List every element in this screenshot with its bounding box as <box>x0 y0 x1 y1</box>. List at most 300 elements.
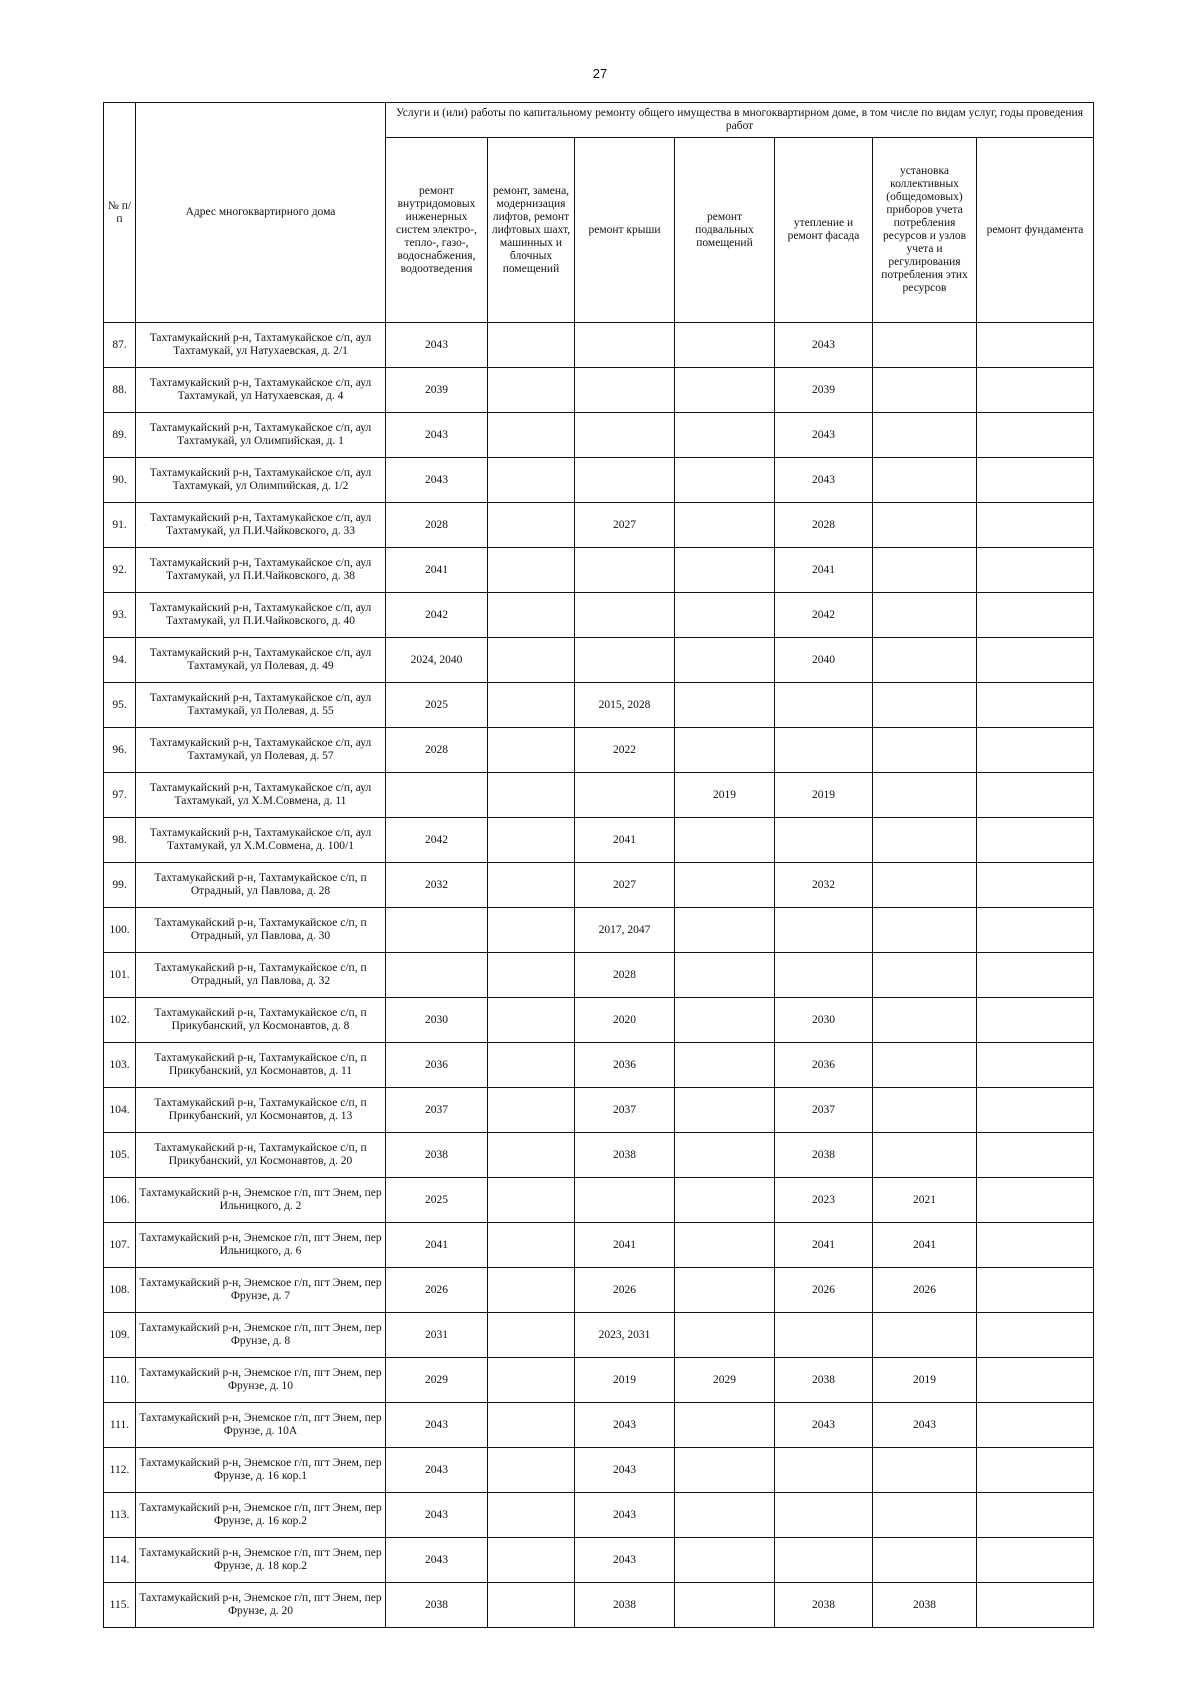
year-cell: 2030 <box>775 998 873 1043</box>
house-address: Тахтамукайский р-н, Тахтамукайское с/п, аул Тахтамукай, ул Х.М.Совмена, д. 11 <box>136 773 386 818</box>
year-cell <box>488 1088 575 1133</box>
row-number: 90. <box>104 458 136 503</box>
year-cell <box>675 863 775 908</box>
row-number: 115. <box>104 1583 136 1628</box>
year-cell: 2025 <box>386 1178 488 1223</box>
house-address: Тахтамукайский р-н, Тахтамукайское с/п, аул Тахтамукай, ул П.И.Чайковского, д. 33 <box>136 503 386 548</box>
row-number: 112. <box>104 1448 136 1493</box>
year-cell <box>488 548 575 593</box>
capital-repair-table <box>103 102 1094 1628</box>
table-row <box>104 1358 1094 1403</box>
year-cell: 2036 <box>575 1043 675 1088</box>
year-cell <box>977 593 1094 638</box>
header-address: Адрес многоквартирного дома <box>136 103 386 323</box>
year-cell <box>977 638 1094 683</box>
year-cell <box>873 593 977 638</box>
year-cell <box>873 1493 977 1538</box>
year-cell <box>575 593 675 638</box>
year-cell <box>488 638 575 683</box>
house-address: Тахтамукайский р-н, Тахтамукайское с/п, аул Тахтамукай, ул Олимпийская, д. 1 <box>136 413 386 458</box>
year-cell: 2027 <box>575 503 675 548</box>
year-cell: 2043 <box>386 1403 488 1448</box>
year-cell <box>386 908 488 953</box>
table-row <box>104 368 1094 413</box>
year-cell <box>977 1313 1094 1358</box>
house-address: Тахтамукайский р-н, Тахтамукайское с/п, п Отрадный, ул Павлова, д. 30 <box>136 908 386 953</box>
year-cell <box>873 908 977 953</box>
year-cell: 2041 <box>386 1223 488 1268</box>
house-address: Тахтамукайский р-н, Тахтамукайское с/п, аул Тахтамукай, ул Натухаевская, д. 4 <box>136 368 386 413</box>
year-cell <box>873 1448 977 1493</box>
table-row <box>104 1043 1094 1088</box>
table-row <box>104 1538 1094 1583</box>
year-cell <box>977 818 1094 863</box>
table-row <box>104 683 1094 728</box>
table-row <box>104 998 1094 1043</box>
year-cell <box>977 1088 1094 1133</box>
year-cell <box>775 1313 873 1358</box>
table-row <box>104 1223 1094 1268</box>
row-number: 98. <box>104 818 136 863</box>
year-cell <box>488 863 575 908</box>
year-cell: 2043 <box>575 1493 675 1538</box>
year-cell: 2037 <box>575 1088 675 1133</box>
year-cell: 2041 <box>575 1223 675 1268</box>
year-cell <box>873 458 977 503</box>
year-cell <box>977 503 1094 548</box>
year-cell <box>873 773 977 818</box>
house-address: Тахтамукайский р-н, Энемское г/п, пгт Энем, пер Фрунзе, д. 18 кор.2 <box>136 1538 386 1583</box>
house-address: Тахтамукайский р-н, Энемское г/п, пгт Энем, пер Фрунзе, д. 10 <box>136 1358 386 1403</box>
year-cell <box>873 1538 977 1583</box>
year-cell <box>488 728 575 773</box>
year-cell: 2037 <box>386 1088 488 1133</box>
year-cell <box>977 1538 1094 1583</box>
table-row <box>104 908 1094 953</box>
year-cell: 2019 <box>873 1358 977 1403</box>
year-cell <box>488 908 575 953</box>
table-row <box>104 548 1094 593</box>
house-address: Тахтамукайский р-н, Тахтамукайское с/п, аул Тахтамукай, ул П.И.Чайковского, д. 40 <box>136 593 386 638</box>
year-cell <box>873 548 977 593</box>
year-cell <box>675 1043 775 1088</box>
row-number: 105. <box>104 1133 136 1178</box>
house-address: Тахтамукайский р-н, Тахтамукайское с/п, п Отрадный, ул Павлова, д. 32 <box>136 953 386 998</box>
table-row <box>104 773 1094 818</box>
year-cell: 2032 <box>775 863 873 908</box>
year-cell <box>675 548 775 593</box>
year-cell: 2028 <box>575 953 675 998</box>
year-cell: 2015, 2028 <box>575 683 675 728</box>
header-col-foundation: ремонт фундамента <box>977 138 1094 323</box>
year-cell: 2037 <box>775 1088 873 1133</box>
table-row <box>104 1313 1094 1358</box>
table-row <box>104 728 1094 773</box>
year-cell: 2043 <box>775 458 873 503</box>
table-row <box>104 638 1094 683</box>
table-row <box>104 413 1094 458</box>
row-number: 110. <box>104 1358 136 1403</box>
year-cell <box>775 1538 873 1583</box>
house-address: Тахтамукайский р-н, Энемское г/п, пгт Энем, пер Ильницкого, д. 6 <box>136 1223 386 1268</box>
house-address: Тахтамукайский р-н, Тахтамукайское с/п, аул Тахтамукай, ул Полевая, д. 55 <box>136 683 386 728</box>
year-cell <box>488 593 575 638</box>
header-services: Услуги и (или) работы по капитальному ремонту общего имущества в многоквартирном доме, в том числе по видам услуг, годы проведения работ <box>386 103 1094 138</box>
year-cell: 2038 <box>386 1583 488 1628</box>
year-cell <box>488 1493 575 1538</box>
table-row <box>104 1583 1094 1628</box>
year-cell <box>675 818 775 863</box>
page-number: 27 <box>592 66 608 81</box>
year-cell: 2025 <box>386 683 488 728</box>
header-col-elevators: ремонт, замена, модернизация лифтов, ремонт лифтовых шахт, машинных и блочных помещений <box>488 138 575 323</box>
year-cell <box>873 683 977 728</box>
year-cell <box>873 368 977 413</box>
year-cell <box>873 1313 977 1358</box>
year-cell <box>977 1223 1094 1268</box>
year-cell <box>675 1448 775 1493</box>
year-cell <box>873 728 977 773</box>
year-cell <box>575 638 675 683</box>
header-row-1 <box>104 103 1094 138</box>
year-cell: 2019 <box>575 1358 675 1403</box>
year-cell <box>977 368 1094 413</box>
header-num: № п/п <box>104 103 136 323</box>
house-address: Тахтамукайский р-н, Тахтамукайское с/п, аул Тахтамукай, ул П.И.Чайковского, д. 38 <box>136 548 386 593</box>
year-cell <box>488 1403 575 1448</box>
row-number: 94. <box>104 638 136 683</box>
row-number: 104. <box>104 1088 136 1133</box>
row-number: 102. <box>104 998 136 1043</box>
year-cell: 2039 <box>386 368 488 413</box>
table-row <box>104 818 1094 863</box>
year-cell: 2041 <box>775 1223 873 1268</box>
year-cell: 2030 <box>386 998 488 1043</box>
row-number: 88. <box>104 368 136 413</box>
header-col-meters: установка коллективных (общедомовых) приборов учета потребления ресурсов и узлов учета и регулирования потребления этих ресурсов <box>873 138 977 323</box>
year-cell <box>675 953 775 998</box>
year-cell: 2043 <box>386 323 488 368</box>
year-cell <box>675 1088 775 1133</box>
year-cell: 2019 <box>675 773 775 818</box>
year-cell <box>488 1178 575 1223</box>
year-cell <box>977 1493 1094 1538</box>
year-cell: 2038 <box>575 1583 675 1628</box>
year-cell <box>873 818 977 863</box>
year-cell <box>873 863 977 908</box>
year-cell: 2026 <box>575 1268 675 1313</box>
house-address: Тахтамукайский р-н, Тахтамукайское с/п, аул Тахтамукай, ул Натухаевская, д. 2/1 <box>136 323 386 368</box>
row-number: 107. <box>104 1223 136 1268</box>
year-cell <box>977 1358 1094 1403</box>
year-cell <box>386 773 488 818</box>
row-number: 101. <box>104 953 136 998</box>
year-cell <box>675 1133 775 1178</box>
row-number: 100. <box>104 908 136 953</box>
year-cell: 2026 <box>873 1268 977 1313</box>
header-col-roof: ремонт крыши <box>575 138 675 323</box>
table-row <box>104 1493 1094 1538</box>
table-row <box>104 503 1094 548</box>
row-number: 99. <box>104 863 136 908</box>
year-cell <box>977 413 1094 458</box>
row-number: 106. <box>104 1178 136 1223</box>
year-cell <box>675 683 775 728</box>
table-row <box>104 1448 1094 1493</box>
house-address: Тахтамукайский р-н, Тахтамукайское с/п, аул Тахтамукай, ул Олимпийская, д. 1/2 <box>136 458 386 503</box>
year-cell: 2026 <box>775 1268 873 1313</box>
house-address: Тахтамукайский р-н, Энемское г/п, пгт Энем, пер Фрунзе, д. 20 <box>136 1583 386 1628</box>
year-cell <box>873 413 977 458</box>
year-cell <box>977 1178 1094 1223</box>
row-number: 92. <box>104 548 136 593</box>
year-cell <box>386 953 488 998</box>
house-address: Тахтамукайский р-н, Тахтамукайское с/п, п Отрадный, ул Павлова, д. 28 <box>136 863 386 908</box>
row-number: 97. <box>104 773 136 818</box>
year-cell: 2026 <box>386 1268 488 1313</box>
table-row <box>104 1403 1094 1448</box>
year-cell <box>575 1178 675 1223</box>
year-cell: 2028 <box>386 728 488 773</box>
year-cell: 2028 <box>386 503 488 548</box>
table-row <box>104 1088 1094 1133</box>
year-cell <box>575 413 675 458</box>
year-cell: 2042 <box>775 593 873 638</box>
year-cell <box>977 908 1094 953</box>
year-cell: 2043 <box>386 1448 488 1493</box>
year-cell <box>977 953 1094 998</box>
year-cell <box>575 548 675 593</box>
house-address: Тахтамукайский р-н, Тахтамукайское с/п, аул Тахтамукай, ул Х.М.Совмена, д. 100/1 <box>136 818 386 863</box>
year-cell: 2027 <box>575 863 675 908</box>
year-cell <box>488 953 575 998</box>
year-cell: 2038 <box>386 1133 488 1178</box>
row-number: 87. <box>104 323 136 368</box>
year-cell: 2042 <box>386 818 488 863</box>
year-cell <box>977 548 1094 593</box>
table-row <box>104 863 1094 908</box>
year-cell <box>675 413 775 458</box>
house-address: Тахтамукайский р-н, Тахтамукайское с/п, п Прикубанский, ул Космонавтов, д. 20 <box>136 1133 386 1178</box>
year-cell <box>977 1043 1094 1088</box>
year-cell <box>488 368 575 413</box>
year-cell: 2029 <box>386 1358 488 1403</box>
year-cell: 2038 <box>575 1133 675 1178</box>
year-cell <box>977 1268 1094 1313</box>
year-cell <box>775 728 873 773</box>
table-row <box>104 323 1094 368</box>
year-cell: 2038 <box>873 1583 977 1628</box>
year-cell: 2038 <box>775 1583 873 1628</box>
house-address: Тахтамукайский р-н, Энемское г/п, пгт Энем, пер Фрунзе, д. 16 кор.1 <box>136 1448 386 1493</box>
table-row <box>104 953 1094 998</box>
house-address: Тахтамукайский р-н, Тахтамукайское с/п, п Прикубанский, ул Космонавтов, д. 13 <box>136 1088 386 1133</box>
year-cell: 2029 <box>675 1358 775 1403</box>
year-cell: 2043 <box>575 1403 675 1448</box>
year-cell <box>675 1403 775 1448</box>
year-cell: 2023 <box>775 1178 873 1223</box>
table-row <box>104 593 1094 638</box>
house-address: Тахтамукайский р-н, Энемское г/п, пгт Энем, пер Фрунзе, д. 8 <box>136 1313 386 1358</box>
year-cell: 2028 <box>775 503 873 548</box>
year-cell: 2038 <box>775 1358 873 1403</box>
year-cell <box>488 1223 575 1268</box>
year-cell <box>873 1133 977 1178</box>
year-cell <box>575 323 675 368</box>
house-address: Тахтамукайский р-н, Тахтамукайское с/п, п Прикубанский, ул Космонавтов, д. 8 <box>136 998 386 1043</box>
year-cell <box>675 1493 775 1538</box>
year-cell: 2020 <box>575 998 675 1043</box>
house-address: Тахтамукайский р-н, Тахтамукайское с/п, аул Тахтамукай, ул Полевая, д. 49 <box>136 638 386 683</box>
year-cell <box>488 1448 575 1493</box>
header-col-basement: ремонт подвальных помещений <box>675 138 775 323</box>
year-cell <box>977 1448 1094 1493</box>
year-cell: 2041 <box>775 548 873 593</box>
year-cell: 2043 <box>386 1538 488 1583</box>
year-cell <box>675 1538 775 1583</box>
table-body <box>104 323 1094 1628</box>
year-cell <box>675 638 775 683</box>
year-cell <box>488 683 575 728</box>
year-cell <box>575 368 675 413</box>
year-cell <box>977 323 1094 368</box>
year-cell <box>488 323 575 368</box>
year-cell: 2022 <box>575 728 675 773</box>
year-cell <box>977 728 1094 773</box>
year-cell: 2023, 2031 <box>575 1313 675 1358</box>
year-cell <box>675 503 775 548</box>
year-cell <box>488 1043 575 1088</box>
year-cell: 2043 <box>575 1538 675 1583</box>
year-cell: 2041 <box>575 818 675 863</box>
year-cell: 2024, 2040 <box>386 638 488 683</box>
year-cell: 2038 <box>775 1133 873 1178</box>
year-cell <box>775 908 873 953</box>
year-cell: 2043 <box>775 1403 873 1448</box>
year-cell <box>675 1223 775 1268</box>
year-cell <box>488 413 575 458</box>
table-row <box>104 1133 1094 1178</box>
year-cell <box>488 1538 575 1583</box>
year-cell <box>775 818 873 863</box>
house-address: Тахтамукайский р-н, Энемское г/п, пгт Энем, пер Фрунзе, д. 7 <box>136 1268 386 1313</box>
year-cell: 2043 <box>386 1493 488 1538</box>
table-row <box>104 458 1094 503</box>
row-number: 96. <box>104 728 136 773</box>
year-cell: 2039 <box>775 368 873 413</box>
year-cell <box>873 323 977 368</box>
year-cell <box>488 1583 575 1628</box>
row-number: 89. <box>104 413 136 458</box>
year-cell: 2043 <box>775 323 873 368</box>
year-cell: 2031 <box>386 1313 488 1358</box>
row-number: 113. <box>104 1493 136 1538</box>
year-cell: 2043 <box>386 413 488 458</box>
year-cell <box>977 1403 1094 1448</box>
row-number: 109. <box>104 1313 136 1358</box>
year-cell: 2036 <box>386 1043 488 1088</box>
house-address: Тахтамукайский р-н, Энемское г/п, пгт Энем, пер Ильницкого, д. 2 <box>136 1178 386 1223</box>
row-number: 108. <box>104 1268 136 1313</box>
header-col-engineering: ремонт внутридомовых инженерных систем электро-, тепло-, газо-, водоснабжения, водоотведения <box>386 138 488 323</box>
table-row <box>104 1178 1094 1223</box>
year-cell: 2043 <box>775 413 873 458</box>
house-address: Тахтамукайский р-н, Энемское г/п, пгт Энем, пер Фрунзе, д. 16 кор.2 <box>136 1493 386 1538</box>
year-cell <box>488 818 575 863</box>
row-number: 91. <box>104 503 136 548</box>
row-number: 114. <box>104 1538 136 1583</box>
row-number: 103. <box>104 1043 136 1088</box>
year-cell <box>873 998 977 1043</box>
row-number: 95. <box>104 683 136 728</box>
year-cell: 2041 <box>873 1223 977 1268</box>
table-row <box>104 1268 1094 1313</box>
year-cell <box>488 458 575 503</box>
year-cell <box>977 458 1094 503</box>
year-cell <box>575 773 675 818</box>
year-cell <box>775 953 873 998</box>
year-cell <box>488 503 575 548</box>
row-number: 111. <box>104 1403 136 1448</box>
year-cell <box>488 1313 575 1358</box>
year-cell <box>775 1448 873 1493</box>
year-cell <box>575 458 675 503</box>
year-cell <box>675 593 775 638</box>
year-cell <box>775 1493 873 1538</box>
year-cell <box>977 773 1094 818</box>
year-cell <box>873 638 977 683</box>
year-cell <box>675 368 775 413</box>
year-cell <box>488 773 575 818</box>
year-cell <box>775 683 873 728</box>
year-cell <box>675 1313 775 1358</box>
year-cell <box>873 1088 977 1133</box>
year-cell <box>977 1133 1094 1178</box>
year-cell <box>873 1043 977 1088</box>
year-cell <box>977 863 1094 908</box>
year-cell <box>675 1178 775 1223</box>
year-cell <box>977 1583 1094 1628</box>
year-cell <box>675 908 775 953</box>
year-cell: 2043 <box>873 1403 977 1448</box>
year-cell <box>675 1268 775 1313</box>
year-cell <box>675 323 775 368</box>
year-cell: 2019 <box>775 773 873 818</box>
header-col-facade: утепление и ремонт фасада <box>775 138 873 323</box>
year-cell <box>977 998 1094 1043</box>
year-cell <box>488 1133 575 1178</box>
year-cell <box>675 458 775 503</box>
year-cell: 2032 <box>386 863 488 908</box>
year-cell: 2043 <box>575 1448 675 1493</box>
year-cell <box>488 1268 575 1313</box>
year-cell <box>675 728 775 773</box>
year-cell <box>675 1583 775 1628</box>
year-cell: 2042 <box>386 593 488 638</box>
row-number: 93. <box>104 593 136 638</box>
year-cell: 2040 <box>775 638 873 683</box>
year-cell <box>873 503 977 548</box>
year-cell: 2043 <box>386 458 488 503</box>
house-address: Тахтамукайский р-н, Тахтамукайское с/п, аул Тахтамукай, ул Полевая, д. 57 <box>136 728 386 773</box>
house-address: Тахтамукайский р-н, Энемское г/п, пгт Энем, пер Фрунзе, д. 10А <box>136 1403 386 1448</box>
year-cell: 2036 <box>775 1043 873 1088</box>
year-cell: 2041 <box>386 548 488 593</box>
year-cell <box>488 1358 575 1403</box>
year-cell: 2017, 2047 <box>575 908 675 953</box>
year-cell: 2021 <box>873 1178 977 1223</box>
year-cell <box>977 683 1094 728</box>
